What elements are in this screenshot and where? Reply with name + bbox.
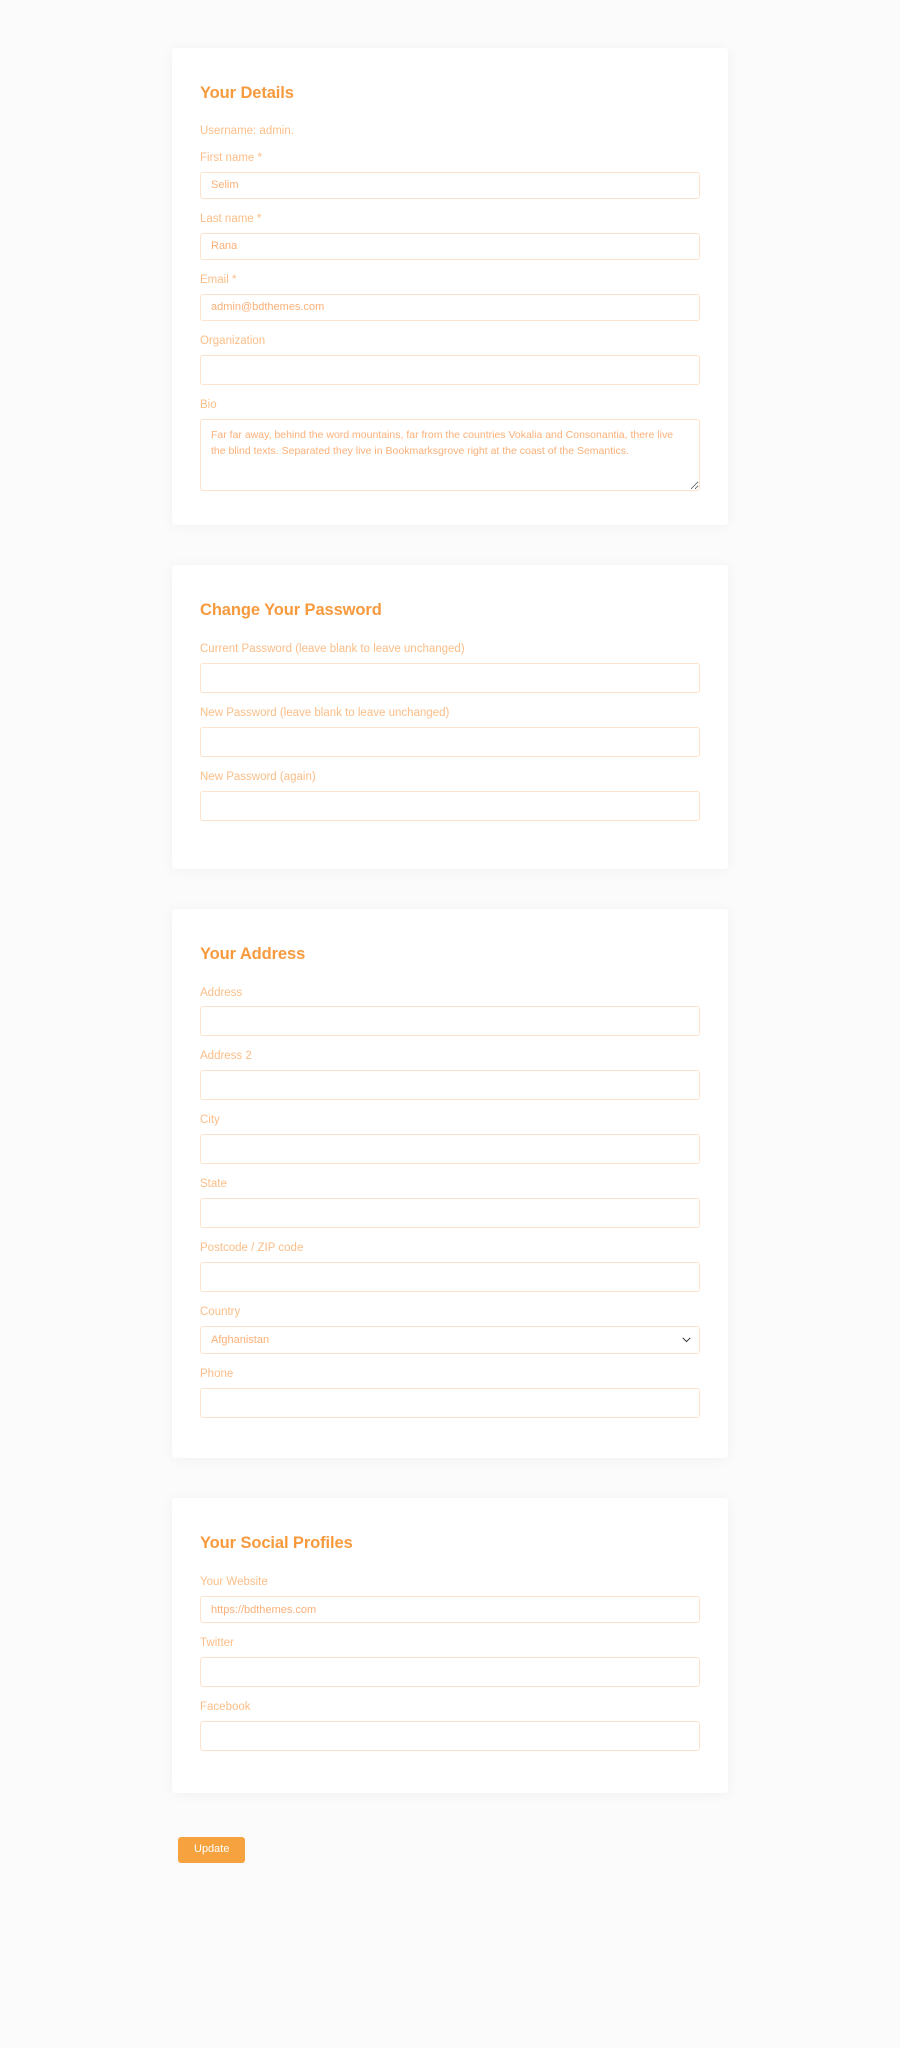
last-name-field [200,212,700,260]
website-input[interactable] [200,1596,700,1623]
bio-field [200,398,700,491]
address2-input[interactable] [200,1070,700,1100]
current-password-field [200,642,700,693]
city-label: City [200,1114,220,1127]
address1-label: Address [200,986,243,999]
current-password-label: Current Password (leave blank to leave unchanged) [200,642,465,655]
twitter-input[interactable] [200,1657,700,1687]
twitter-field [200,1636,700,1687]
twitter-label: Twitter [200,1637,234,1649]
your-social-profiles-title: Your Social Profiles [200,1534,353,1553]
country-field [200,1305,700,1354]
confirm-password-field [200,770,700,821]
postcode-input[interactable] [200,1262,700,1292]
address1-field [200,986,700,1037]
new-password-field [200,706,700,757]
postcode-field [200,1241,700,1292]
organization-field [200,334,700,385]
phone-field [200,1367,700,1418]
country-select-wrap [200,1326,700,1354]
country-label: Country [200,1306,241,1319]
website-field [200,1575,700,1623]
website-label: Your Website [200,1576,268,1589]
email-label: Email * [200,273,237,286]
confirm-password-label: New Password (again) [200,770,316,783]
organization-input[interactable] [200,355,700,385]
bio-label: Bio [200,398,217,411]
username-line: Username: admin. [200,125,294,137]
change-password-card [172,565,728,869]
facebook-input[interactable] [200,1721,700,1751]
your-details-card [172,48,728,525]
organization-label: Organization [200,334,266,347]
your-address-card [172,909,728,1459]
change-password-title: Change Your Password [200,600,382,619]
city-input[interactable] [200,1134,700,1164]
last-name-input[interactable] [200,233,700,260]
address2-field [200,1049,700,1100]
current-password-input[interactable] [200,663,700,693]
last-name-label: Last name * [200,212,262,225]
update-button[interactable]: Update [178,1837,245,1863]
city-field [200,1113,700,1164]
state-field [200,1177,700,1228]
facebook-label: Facebook [200,1700,251,1713]
first-name-label: First name * [200,152,262,164]
state-label: State [200,1178,227,1191]
address2-label: Address 2 [200,1050,252,1063]
country-select[interactable] [200,1326,700,1354]
first-name-field [200,151,700,199]
phone-label: Phone [200,1368,234,1381]
postcode-label: Postcode / ZIP code [200,1242,304,1255]
your-details-title: Your Details [200,84,294,102]
first-name-input[interactable] [200,172,700,199]
facebook-field [200,1700,700,1751]
address1-input[interactable] [200,1006,700,1036]
confirm-password-input[interactable] [200,791,700,821]
your-address-title: Your Address [200,944,306,963]
email-field [200,273,700,321]
bio-textarea[interactable] [200,419,700,491]
state-input[interactable] [200,1198,700,1228]
new-password-label: New Password (leave blank to leave unchanged) [200,706,450,719]
email-input[interactable] [200,294,700,321]
phone-input[interactable] [200,1388,700,1418]
new-password-input[interactable] [200,727,700,757]
submit-row [172,1833,728,1903]
your-social-profiles-card [172,1498,728,1793]
